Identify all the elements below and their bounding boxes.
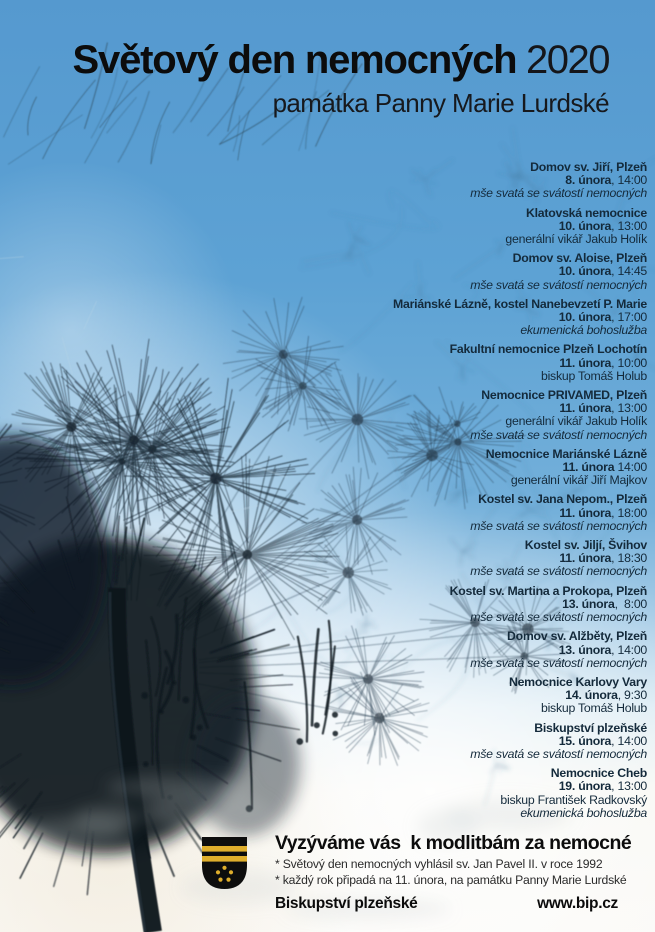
event-time: , 13:00 bbox=[611, 401, 647, 416]
event-datetime bbox=[393, 780, 647, 793]
organization-name: Biskupství plzeňské bbox=[275, 894, 418, 912]
event-location: Biskupství plzeňské bbox=[534, 720, 647, 735]
event-date: 14. února bbox=[565, 688, 618, 703]
event-location: Kostel sv. Jana Nepom., Plzeň bbox=[478, 492, 647, 507]
event-location: Nemocnice Karlovy Vary bbox=[508, 674, 647, 689]
event-location: Nemocnice PRIVAMED, Plzeň bbox=[481, 388, 647, 403]
event-date: 13. února bbox=[562, 596, 615, 611]
event-note: mše svatá se svátostí nemocných bbox=[470, 186, 647, 201]
title-year: 2020 bbox=[526, 38, 609, 82]
event-date: 10. února bbox=[558, 264, 612, 279]
event-location: Domov sv. Jiří, Plzeň bbox=[530, 160, 647, 174]
event-item bbox=[393, 722, 647, 762]
event-datetime bbox=[393, 357, 647, 370]
event-time: , 14:00 bbox=[611, 173, 647, 188]
event-item bbox=[393, 252, 647, 292]
subtitle: památka Panny Marie Lurdské bbox=[272, 88, 609, 118]
footer-row bbox=[275, 895, 618, 913]
event-person: biskup Tomáš Holub bbox=[540, 368, 647, 383]
event-time: , 18:30 bbox=[611, 551, 647, 566]
event-time: , 14:00 bbox=[611, 642, 647, 657]
event-date: 10. února bbox=[558, 218, 612, 233]
footer-block bbox=[202, 832, 632, 913]
event-note: mše svatá se svátostí nemocných bbox=[470, 610, 647, 625]
event-date: 11. února bbox=[559, 551, 612, 566]
event-person: generální vikář Jiří Majkov bbox=[510, 473, 647, 488]
footnote-2: * každý rok připadá na 11. února, na památku Panny Marie Lurdské bbox=[275, 872, 627, 887]
event-date: 19. února bbox=[558, 779, 612, 794]
event-date: 11. února bbox=[559, 355, 612, 370]
call-to-prayer: Vyzýváme vás k modlitbám za nemocné bbox=[275, 832, 632, 854]
event-time: , 14:00 bbox=[611, 733, 647, 748]
event-time: , 18:00 bbox=[611, 505, 647, 520]
event-time: , 14:45 bbox=[611, 264, 647, 279]
event-note: mše svatá se svátostí nemocných bbox=[470, 277, 647, 292]
event-item bbox=[393, 389, 647, 442]
event-time: , 13:00 bbox=[611, 218, 647, 233]
events-list bbox=[393, 161, 647, 826]
event-location: Kostel sv. Martina a Prokopa, Plzeň bbox=[449, 583, 647, 598]
event-location: Domov sv. Aloise, Plzeň bbox=[512, 251, 647, 266]
event-location: Domov sv. Alžběty, Plzeň bbox=[506, 629, 647, 644]
event-item bbox=[393, 630, 647, 670]
event-person: biskup Tomáš Holub bbox=[540, 701, 647, 716]
event-item bbox=[393, 298, 647, 338]
event-date: 8. února bbox=[565, 173, 612, 188]
event-time: 14:00 bbox=[614, 460, 647, 475]
event-person: biskup František Radkovský bbox=[500, 792, 647, 807]
event-item bbox=[393, 343, 647, 383]
event-time: , 10:00 bbox=[611, 355, 647, 370]
event-location: Kostel sv. Jiljí, Švihov bbox=[524, 538, 647, 553]
event-date: 15. února bbox=[558, 733, 612, 748]
event-item bbox=[393, 585, 647, 625]
event-note: mše svatá se svátostí nemocných bbox=[470, 518, 647, 533]
event-item bbox=[393, 676, 647, 716]
event-item bbox=[393, 448, 647, 488]
event-time: , 9:30 bbox=[617, 688, 647, 703]
event-item bbox=[393, 161, 647, 201]
event-location: Nemocnice Cheb bbox=[550, 766, 647, 781]
footer-text bbox=[275, 832, 632, 913]
event-location: Fakultní nemocnice Plzeň Lochotín bbox=[449, 342, 647, 357]
event-note: ekumenická bohoslužba bbox=[520, 323, 647, 338]
footnote-1: * Světový den nemocných vyhlásil sv. Jan Pavel II. v roce 1992 bbox=[275, 857, 603, 871]
event-item bbox=[393, 767, 647, 820]
event-note: mše svatá se svátostí nemocných bbox=[470, 564, 647, 579]
event-note: mše svatá se svátostí nemocných bbox=[470, 746, 647, 761]
event-time: , 13:00 bbox=[611, 779, 647, 794]
event-location: Nemocnice Mariánské Lázně bbox=[485, 446, 647, 461]
event-person: generální vikář Jakub Holík bbox=[505, 414, 647, 429]
event-date: 10. února bbox=[558, 310, 612, 325]
event-item bbox=[393, 207, 647, 247]
event-datetime bbox=[393, 265, 647, 278]
event-time: , 8:00 bbox=[614, 596, 647, 611]
event-note: mše svatá se svátostí nemocných bbox=[470, 655, 647, 670]
event-date: 11. února bbox=[559, 505, 612, 520]
event-date: 13. února bbox=[558, 642, 612, 657]
event-location: Klatovská nemocnice bbox=[525, 205, 647, 220]
event-datetime bbox=[393, 735, 647, 748]
event-datetime bbox=[393, 507, 647, 520]
page-title bbox=[73, 39, 609, 82]
website-url: www.bip.cz bbox=[537, 894, 618, 912]
title-block bbox=[73, 39, 609, 117]
event-datetime bbox=[393, 644, 647, 657]
event-date: 11. února bbox=[562, 460, 615, 475]
event-item bbox=[393, 493, 647, 533]
event-time: , 17:00 bbox=[611, 310, 647, 325]
event-note: mše svatá se svátostí nemocných bbox=[470, 427, 647, 442]
event-person: generální vikář Jakub Holík bbox=[505, 232, 647, 247]
title-text: Světový den nemocných bbox=[72, 38, 517, 82]
diocese-shield-icon bbox=[202, 837, 247, 889]
event-note: ekumenická bohoslužba bbox=[520, 805, 647, 820]
event-date: 11. února bbox=[559, 401, 612, 416]
event-location: Mariánské Lázně, kostel Nanebevzetí P. Marie bbox=[393, 296, 647, 311]
event-item bbox=[393, 539, 647, 579]
